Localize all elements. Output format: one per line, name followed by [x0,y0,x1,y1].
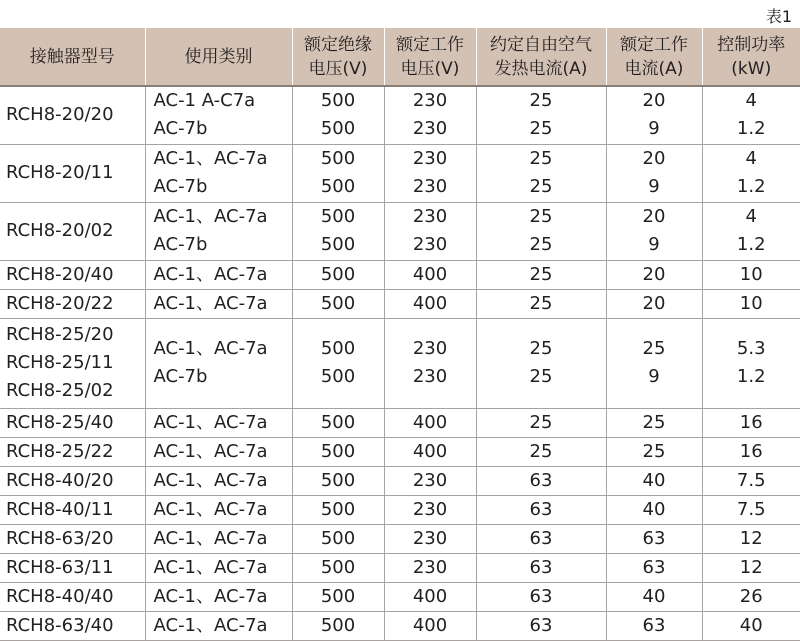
working-current-cell [606,495,702,524]
insulation-voltage-cell [292,260,384,289]
cell-text: RCH8-40/20 [6,467,145,495]
cell-text: RCH8-63/11 [6,554,145,582]
insulation-voltage-cell [292,611,384,640]
cell-text: AC-1、AC-7a [154,467,292,495]
thermal-current-cell [476,289,606,318]
usage-cell [145,144,292,202]
model-cell [0,611,145,640]
cell-text: 40 [607,467,702,495]
cell-text: 500 [293,145,384,173]
header-text: 额定工作 [607,33,702,57]
cell-text: AC-1 A-C7a [154,87,292,115]
cell-text: 25 [607,335,702,363]
cell-text: 63 [607,554,702,582]
table-row [0,408,800,437]
table-row [0,144,800,202]
cell-text: AC-1、AC-7a [154,496,292,524]
working-voltage-cell [384,495,476,524]
model-cell [0,437,145,466]
cell-text: 500 [293,438,384,466]
cell-text: 230 [385,467,476,495]
thermal-current-cell [476,495,606,524]
cell-text: 63 [607,525,702,553]
model-cell [0,553,145,582]
cell-text: 500 [293,335,384,363]
insulation-voltage-cell [292,553,384,582]
cell-text: AC-1、AC-7a [154,612,292,640]
usage-cell [145,408,292,437]
thermal-current-cell [476,437,606,466]
header-text: (kW) [703,57,800,81]
cell-text: 63 [477,525,606,553]
table-row [0,524,800,553]
cell-text: AC-1、AC-7a [154,261,292,289]
thermal-current-cell [476,318,606,408]
cell-text: AC-1、AC-7a [154,525,292,553]
cell-text: 400 [385,438,476,466]
working-current-cell [606,408,702,437]
usage-cell [145,466,292,495]
control-power-cell [702,495,800,524]
usage-cell [145,495,292,524]
usage-cell [145,318,292,408]
cell-text: RCH8-40/40 [6,583,145,611]
cell-text: 16 [703,409,800,437]
table-label: 表1 [766,4,792,27]
table-row [0,260,800,289]
cell-text: 20 [607,261,702,289]
usage-cell [145,437,292,466]
cell-text: 26 [703,583,800,611]
cell-text: 20 [607,87,702,115]
cell-text: 40 [607,496,702,524]
control-power-cell [702,86,800,144]
model-cell [0,466,145,495]
insulation-voltage-cell [292,86,384,144]
cell-text: 20 [607,145,702,173]
cell-text: AC-1、AC-7a [154,438,292,466]
insulation-voltage-cell [292,437,384,466]
working-voltage-cell [384,611,476,640]
cell-text: 230 [385,115,476,143]
cell-text: RCH8-25/11 [6,349,145,377]
usage-cell [145,553,292,582]
cell-text: 20 [607,290,702,318]
control-power-cell [702,144,800,202]
cell-text: 230 [385,554,476,582]
cell-text: RCH8-63/40 [6,612,145,640]
control-power-cell [702,524,800,553]
working-current-cell [606,289,702,318]
model-cell [0,582,145,611]
control-power-cell [702,408,800,437]
cell-text: 500 [293,583,384,611]
cell-text: 63 [607,612,702,640]
cell-text: 25 [477,203,606,231]
header-thermal-current [476,28,606,86]
thermal-current-cell [476,582,606,611]
cell-text: 25 [477,335,606,363]
cell-text: 400 [385,612,476,640]
insulation-voltage-cell [292,318,384,408]
cell-text: 4 [703,87,800,115]
cell-text: 500 [293,87,384,115]
cell-text: 500 [293,115,384,143]
cell-text: AC-7b [154,363,292,391]
table-row [0,466,800,495]
cell-text: 400 [385,583,476,611]
cell-text: 63 [477,467,606,495]
control-power-cell [702,582,800,611]
model-cell [0,495,145,524]
model-cell [0,408,145,437]
cell-text: 500 [293,173,384,201]
cell-text: 500 [293,525,384,553]
cell-text: 1.2 [703,363,800,391]
thermal-current-cell [476,86,606,144]
control-power-cell [702,260,800,289]
table-row [0,437,800,466]
cell-text: 9 [607,231,702,259]
insulation-voltage-cell [292,495,384,524]
model-cell [0,144,145,202]
header-text: 电流(A) [607,57,702,81]
working-current-cell [606,260,702,289]
cell-text: 10 [703,290,800,318]
working-current-cell [606,318,702,408]
cell-text: 1.2 [703,173,800,201]
usage-cell [145,202,292,260]
header-text: 控制功率 [703,33,800,57]
working-current-cell [606,524,702,553]
cell-text: 63 [477,496,606,524]
table-row [0,318,800,408]
control-power-cell [702,318,800,408]
cell-text: 25 [607,409,702,437]
cell-text: 400 [385,261,476,289]
cell-text: 25 [477,173,606,201]
cell-text: RCH8-25/02 [6,377,145,405]
cell-text: RCH8-20/40 [6,261,145,289]
header-control-power [702,28,800,86]
cell-text: AC-1、AC-7a [154,335,292,363]
cell-text: 4 [703,203,800,231]
cell-text: 230 [385,145,476,173]
insulation-voltage-cell [292,144,384,202]
control-power-cell [702,466,800,495]
cell-text: 500 [293,261,384,289]
cell-text: 230 [385,335,476,363]
control-power-cell [702,202,800,260]
cell-text: RCH8-25/20 [6,321,145,349]
cell-text: 500 [293,496,384,524]
working-current-cell [606,437,702,466]
cell-text: RCH8-20/02 [6,217,145,245]
thermal-current-cell [476,144,606,202]
usage-cell [145,86,292,144]
cell-text: 25 [477,145,606,173]
cell-text: 230 [385,363,476,391]
header-usage [145,28,292,86]
cell-text: RCH8-20/20 [6,101,145,129]
cell-text: RCH8-25/22 [6,438,145,466]
cell-text: 25 [477,290,606,318]
cell-text: RCH8-20/22 [6,290,145,318]
header-text: 约定自由空气 [477,33,606,57]
thermal-current-cell [476,524,606,553]
usage-cell [145,582,292,611]
control-power-cell [702,437,800,466]
cell-text: AC-7b [154,173,292,201]
cell-text: 500 [293,363,384,391]
thermal-current-cell [476,611,606,640]
thermal-current-cell [476,553,606,582]
insulation-voltage-cell [292,202,384,260]
cell-text: 9 [607,173,702,201]
thermal-current-cell [476,466,606,495]
working-current-cell [606,582,702,611]
cell-text: 16 [703,438,800,466]
cell-text: AC-1、AC-7a [154,583,292,611]
usage-cell [145,260,292,289]
header-text: 电压(V) [293,57,384,81]
cell-text: 500 [293,467,384,495]
cell-text: 4 [703,145,800,173]
model-cell [0,260,145,289]
cell-text: 63 [477,554,606,582]
cell-text: 25 [607,438,702,466]
cell-text: 63 [477,612,606,640]
table-row [0,611,800,640]
header-model [0,28,145,86]
thermal-current-cell [476,408,606,437]
cell-text: 25 [477,409,606,437]
header-text: 额定绝缘 [293,33,384,57]
cell-text: AC-1、AC-7a [154,203,292,231]
working-voltage-cell [384,437,476,466]
working-voltage-cell [384,144,476,202]
working-current-cell [606,611,702,640]
header-text: 使用类别 [146,45,292,69]
working-voltage-cell [384,524,476,553]
insulation-voltage-cell [292,408,384,437]
model-cell [0,202,145,260]
insulation-voltage-cell [292,524,384,553]
cell-text: 20 [607,203,702,231]
table-row [0,495,800,524]
working-voltage-cell [384,582,476,611]
cell-text: 230 [385,173,476,201]
cell-text: 25 [477,363,606,391]
header-text: 电压(V) [385,57,476,81]
table-row [0,86,800,144]
insulation-voltage-cell [292,289,384,318]
header-insulation-voltage [292,28,384,86]
cell-text: 1.2 [703,231,800,259]
cell-text: 7.5 [703,467,800,495]
header-working-current [606,28,702,86]
cell-text: 25 [477,231,606,259]
usage-cell [145,611,292,640]
table-body [0,86,800,640]
cell-text: RCH8-20/11 [6,159,145,187]
table-row [0,202,800,260]
cell-text: 25 [477,115,606,143]
table-row [0,553,800,582]
cell-text: 230 [385,231,476,259]
table-row [0,289,800,318]
thermal-current-cell [476,202,606,260]
cell-text: 500 [293,554,384,582]
working-voltage-cell [384,553,476,582]
working-current-cell [606,202,702,260]
cell-text: 1.2 [703,115,800,143]
cell-text: 230 [385,496,476,524]
header-working-voltage [384,28,476,86]
cell-text: 25 [477,87,606,115]
control-power-cell [702,289,800,318]
header-text: 发热电流(A) [477,57,606,81]
table-header [0,28,800,86]
cell-text: AC-1、AC-7a [154,554,292,582]
working-voltage-cell [384,260,476,289]
working-voltage-cell [384,86,476,144]
cell-text: 10 [703,261,800,289]
working-voltage-cell [384,289,476,318]
model-cell [0,318,145,408]
cell-text: AC-7b [154,115,292,143]
cell-text: 500 [293,231,384,259]
cell-text: 500 [293,612,384,640]
insulation-voltage-cell [292,466,384,495]
cell-text: 9 [607,363,702,391]
cell-text: 63 [477,583,606,611]
cell-text: 400 [385,290,476,318]
working-voltage-cell [384,408,476,437]
table-row [0,582,800,611]
cell-text: 230 [385,203,476,231]
cell-text: 25 [477,261,606,289]
insulation-voltage-cell [292,582,384,611]
working-current-cell [606,86,702,144]
cell-text: AC-1、AC-7a [154,409,292,437]
model-cell [0,524,145,553]
model-cell [0,86,145,144]
header-text: 额定工作 [385,33,476,57]
working-voltage-cell [384,318,476,408]
cell-text: 40 [607,583,702,611]
cell-text: 5.3 [703,335,800,363]
cell-text: AC-7b [154,231,292,259]
contactor-spec-table [0,28,800,641]
working-current-cell [606,553,702,582]
header-row [0,28,800,86]
working-voltage-cell [384,202,476,260]
cell-text: 12 [703,554,800,582]
header-text: 接触器型号 [0,45,145,69]
cell-text: 9 [607,115,702,143]
thermal-current-cell [476,260,606,289]
cell-text: RCH8-25/40 [6,409,145,437]
cell-text: 25 [477,438,606,466]
control-power-cell [702,553,800,582]
cell-text: AC-1、AC-7a [154,290,292,318]
cell-text: 230 [385,87,476,115]
usage-cell [145,289,292,318]
cell-text: 500 [293,409,384,437]
cell-text: 500 [293,290,384,318]
cell-text: 500 [293,203,384,231]
usage-cell [145,524,292,553]
working-current-cell [606,144,702,202]
working-current-cell [606,466,702,495]
model-cell [0,289,145,318]
cell-text: RCH8-40/11 [6,496,145,524]
control-power-cell [702,611,800,640]
cell-text: AC-1、AC-7a [154,145,292,173]
cell-text: 7.5 [703,496,800,524]
cell-text: 400 [385,409,476,437]
working-voltage-cell [384,466,476,495]
cell-text: 40 [703,612,800,640]
cell-text: 12 [703,525,800,553]
cell-text: 230 [385,525,476,553]
cell-text: RCH8-63/20 [6,525,145,553]
